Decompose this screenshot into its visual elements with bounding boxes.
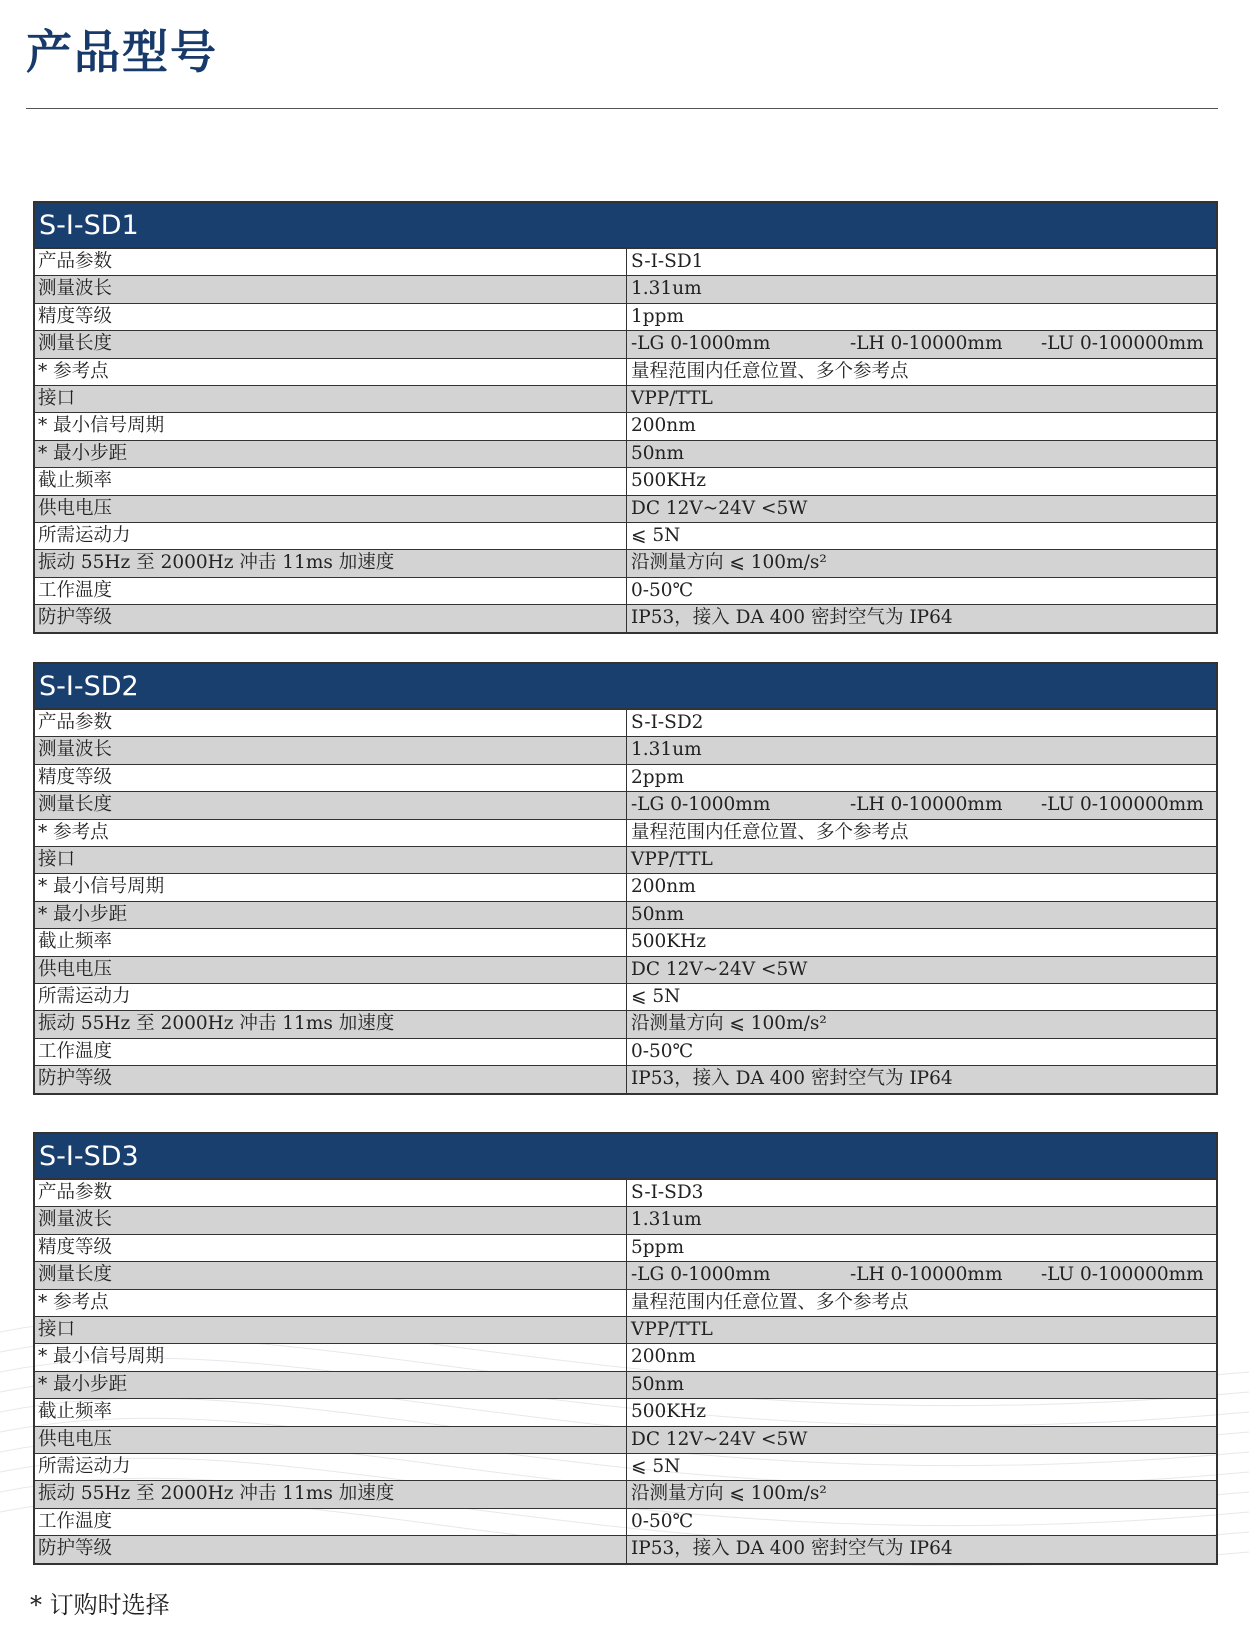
parameter-label: * 最小信号周期	[35, 874, 627, 900]
parameter-value	[627, 276, 1216, 302]
parameter-value-part: -LH 0-10000mm	[850, 333, 1003, 355]
parameter-value-part: 1ppm	[631, 305, 684, 327]
parameter-value	[627, 792, 1216, 818]
parameter-label: 所需运动力	[35, 523, 627, 549]
parameter-label: 供电电压	[35, 496, 627, 522]
parameter-label: 精度等级	[35, 765, 627, 791]
parameter-label: * 最小步距	[35, 1372, 627, 1398]
parameter-value-part: 5ppm	[631, 1236, 684, 1258]
table-row	[35, 820, 1216, 847]
table-row	[35, 1509, 1216, 1536]
parameter-label: * 参考点	[35, 1290, 627, 1316]
parameter-value-part: 沿测量方向 ⩽ 100m/s²	[631, 1013, 827, 1035]
table-row	[35, 874, 1216, 901]
parameter-value	[627, 1481, 1216, 1507]
parameter-label: 测量波长	[35, 737, 627, 763]
parameter-value	[627, 359, 1216, 385]
page-title: 产品型号	[26, 25, 218, 79]
parameter-value-part: 0-50℃	[631, 579, 694, 601]
parameter-value-part: -LU 0-100000mm	[1041, 1264, 1204, 1286]
parameter-value	[627, 1262, 1216, 1288]
table-row	[35, 1207, 1216, 1234]
parameter-value	[627, 578, 1216, 604]
spec-table-rows	[35, 710, 1216, 1093]
title-divider	[26, 108, 1218, 109]
parameter-value	[627, 902, 1216, 928]
parameter-value-part: 500KHz	[631, 470, 707, 492]
parameter-value-part: IP53，接入 DA 400 密封空气为 IP64	[631, 1068, 953, 1090]
parameter-value-part: 量程范围内任意位置、多个参考点	[631, 821, 909, 843]
parameter-label: 测量波长	[35, 1207, 627, 1233]
parameter-value-part: 500KHz	[631, 1401, 707, 1423]
parameter-value	[627, 929, 1216, 955]
table-row	[35, 847, 1216, 874]
table-row	[35, 496, 1216, 523]
table-row	[35, 550, 1216, 577]
table-row	[35, 1399, 1216, 1426]
parameter-value-part: 50nm	[631, 442, 684, 464]
parameter-value	[627, 1235, 1216, 1261]
parameter-label: 振动 55Hz 至 2000Hz 冲击 11ms 加速度	[35, 550, 627, 576]
parameter-value-part: DC 12V~24V <5W	[631, 1428, 808, 1450]
parameter-value-part: 1.31um	[631, 1209, 702, 1231]
table-row	[35, 1180, 1216, 1207]
table-row	[35, 1039, 1216, 1066]
parameter-value-part: S-I-SD2	[631, 712, 704, 733]
parameter-value-part: ⩽ 5N	[631, 524, 681, 546]
parameter-value	[627, 550, 1216, 576]
parameter-label: * 参考点	[35, 820, 627, 846]
parameter-value-part: -LG 0-1000mm	[631, 794, 771, 816]
parameter-label: 测量长度	[35, 331, 627, 357]
parameter-value	[627, 386, 1216, 412]
table-row	[35, 1066, 1216, 1093]
parameter-value	[627, 984, 1216, 1010]
parameter-value	[627, 1180, 1216, 1206]
table-row	[35, 249, 1216, 276]
parameter-label: 工作温度	[35, 578, 627, 604]
parameter-label: 截止频率	[35, 1399, 627, 1425]
table-row	[35, 1454, 1216, 1481]
parameter-label: 测量波长	[35, 276, 627, 302]
table-row	[35, 304, 1216, 331]
parameter-value-part: -LG 0-1000mm	[631, 1264, 771, 1286]
table-row	[35, 386, 1216, 413]
parameter-label: 截止频率	[35, 929, 627, 955]
parameter-label: 工作温度	[35, 1039, 627, 1065]
table-row	[35, 1344, 1216, 1371]
parameter-value	[627, 820, 1216, 846]
parameter-label: 精度等级	[35, 304, 627, 330]
parameter-value	[627, 304, 1216, 330]
table-row	[35, 957, 1216, 984]
parameter-value	[627, 1066, 1216, 1093]
table-row	[35, 1262, 1216, 1289]
parameter-value	[627, 847, 1216, 873]
table-row	[35, 468, 1216, 495]
table-row	[35, 1290, 1216, 1317]
parameter-value-part: 0-50℃	[631, 1040, 694, 1062]
parameter-value	[627, 1427, 1216, 1453]
table-row	[35, 1536, 1216, 1563]
table-row	[35, 765, 1216, 792]
parameter-label: * 最小信号周期	[35, 413, 627, 439]
parameter-value	[627, 874, 1216, 900]
table-row	[35, 902, 1216, 929]
parameter-label: * 最小信号周期	[35, 1344, 627, 1370]
spec-table-rows	[35, 1180, 1216, 1563]
parameter-value	[627, 710, 1216, 736]
parameter-label: 产品参数	[35, 710, 627, 736]
table-row	[35, 737, 1216, 764]
parameter-label: 产品参数	[35, 249, 627, 275]
parameter-label: 防护等级	[35, 605, 627, 632]
parameter-value-part: 50nm	[631, 903, 684, 925]
spec-table-header: S-I-SD3	[35, 1134, 1216, 1180]
spec-table-sd2	[33, 662, 1218, 1095]
parameter-label: 精度等级	[35, 1235, 627, 1261]
parameter-label: * 最小步距	[35, 441, 627, 467]
parameter-label: 测量长度	[35, 792, 627, 818]
parameter-value-part: S-I-SD3	[631, 1182, 704, 1203]
parameter-value-part: -LU 0-100000mm	[1041, 794, 1204, 816]
parameter-value	[627, 1207, 1216, 1233]
parameter-value	[627, 496, 1216, 522]
parameter-value-part: VPP/TTL	[631, 848, 713, 870]
parameter-value	[627, 1536, 1216, 1563]
parameter-label: 供电电压	[35, 1427, 627, 1453]
parameter-value-part: 量程范围内任意位置、多个参考点	[631, 360, 909, 382]
parameter-value-part: 1.31um	[631, 739, 702, 761]
parameter-value	[627, 1290, 1216, 1316]
parameter-value	[627, 441, 1216, 467]
parameter-value	[627, 765, 1216, 791]
table-row	[35, 578, 1216, 605]
footnote: * 订购时选择	[30, 1591, 170, 1619]
parameter-value	[627, 737, 1216, 763]
parameter-value-part: -LH 0-10000mm	[850, 1264, 1003, 1286]
table-row	[35, 441, 1216, 468]
parameter-value-part: -LG 0-1000mm	[631, 333, 771, 355]
spec-table-header: S-I-SD1	[35, 203, 1216, 249]
parameter-label: 截止频率	[35, 468, 627, 494]
parameter-value	[627, 331, 1216, 357]
parameter-label: 振动 55Hz 至 2000Hz 冲击 11ms 加速度	[35, 1481, 627, 1507]
parameter-value-part: ⩽ 5N	[631, 1455, 681, 1477]
parameter-value-part: 200nm	[631, 876, 696, 898]
table-row	[35, 331, 1216, 358]
parameter-label: 供电电压	[35, 957, 627, 983]
table-row	[35, 1317, 1216, 1344]
spec-table-rows	[35, 249, 1216, 632]
parameter-label: * 最小步距	[35, 902, 627, 928]
parameter-value-part: 200nm	[631, 1346, 696, 1368]
parameter-label: * 参考点	[35, 359, 627, 385]
table-row	[35, 929, 1216, 956]
parameter-value	[627, 413, 1216, 439]
table-row	[35, 523, 1216, 550]
parameter-value	[627, 249, 1216, 275]
parameter-value	[627, 1039, 1216, 1065]
table-row	[35, 1481, 1216, 1508]
parameter-value	[627, 1399, 1216, 1425]
parameter-value-part: IP53，接入 DA 400 密封空气为 IP64	[631, 607, 953, 629]
table-row	[35, 1372, 1216, 1399]
parameter-value	[627, 1454, 1216, 1480]
parameter-value-part: 2ppm	[631, 766, 684, 788]
parameter-value-part: 500KHz	[631, 931, 707, 953]
parameter-value	[627, 468, 1216, 494]
parameter-value-part: 1.31um	[631, 278, 702, 300]
parameter-value	[627, 1509, 1216, 1535]
parameter-value-part: IP53，接入 DA 400 密封空气为 IP64	[631, 1538, 953, 1560]
parameter-label: 产品参数	[35, 1180, 627, 1206]
parameter-value-part: 量程范围内任意位置、多个参考点	[631, 1291, 909, 1313]
parameter-value-part: 200nm	[631, 415, 696, 437]
parameter-label: 工作温度	[35, 1509, 627, 1535]
parameter-label: 接口	[35, 847, 627, 873]
parameter-value-part: DC 12V~24V <5W	[631, 497, 808, 519]
parameter-value	[627, 1011, 1216, 1037]
table-row	[35, 276, 1216, 303]
parameter-label: 所需运动力	[35, 984, 627, 1010]
spec-table-sd3	[33, 1132, 1218, 1565]
parameter-value	[627, 1317, 1216, 1343]
parameter-label: 测量长度	[35, 1262, 627, 1288]
table-row	[35, 984, 1216, 1011]
table-row	[35, 1235, 1216, 1262]
table-row	[35, 605, 1216, 632]
spec-table-header: S-I-SD2	[35, 664, 1216, 710]
parameter-value	[627, 523, 1216, 549]
parameter-value-part: S-I-SD1	[631, 251, 704, 272]
parameter-value-part: 0-50℃	[631, 1510, 694, 1532]
parameter-value-part: VPP/TTL	[631, 387, 713, 409]
parameter-value-part: 50nm	[631, 1373, 684, 1395]
table-row	[35, 710, 1216, 737]
parameter-label: 接口	[35, 1317, 627, 1343]
table-row	[35, 359, 1216, 386]
parameter-label: 接口	[35, 386, 627, 412]
parameter-label: 防护等级	[35, 1066, 627, 1093]
table-row	[35, 1427, 1216, 1454]
parameter-value	[627, 1372, 1216, 1398]
spec-table-sd1	[33, 201, 1218, 634]
parameter-value	[627, 605, 1216, 632]
parameter-value-part: 沿测量方向 ⩽ 100m/s²	[631, 552, 827, 574]
parameter-value-part: DC 12V~24V <5W	[631, 958, 808, 980]
table-row	[35, 792, 1216, 819]
parameter-label: 振动 55Hz 至 2000Hz 冲击 11ms 加速度	[35, 1011, 627, 1037]
parameter-value-part: VPP/TTL	[631, 1318, 713, 1340]
parameter-value-part: ⩽ 5N	[631, 985, 681, 1007]
parameter-value	[627, 1344, 1216, 1370]
table-row	[35, 1011, 1216, 1038]
table-row	[35, 413, 1216, 440]
parameter-value	[627, 957, 1216, 983]
parameter-value-part: -LU 0-100000mm	[1041, 333, 1204, 355]
parameter-value-part: -LH 0-10000mm	[850, 794, 1003, 816]
parameter-label: 所需运动力	[35, 1454, 627, 1480]
parameter-value-part: 沿测量方向 ⩽ 100m/s²	[631, 1483, 827, 1505]
parameter-label: 防护等级	[35, 1536, 627, 1563]
